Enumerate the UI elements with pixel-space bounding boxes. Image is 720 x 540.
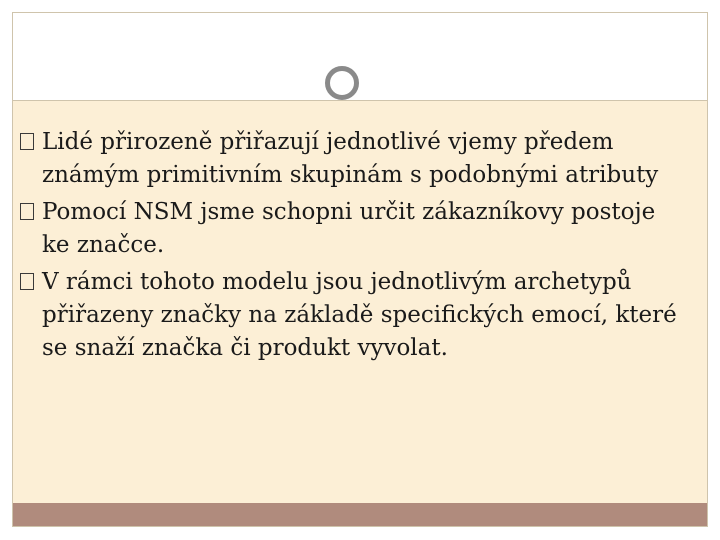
bullet-item: [20, 266, 690, 365]
bullet-item: [20, 126, 690, 192]
bullet-box-icon: [20, 133, 34, 150]
footer-bar: [13, 503, 707, 526]
bullet-list: [20, 126, 690, 369]
bullet-box-icon: [20, 203, 34, 220]
slide-header-area: [13, 13, 707, 100]
bullet-text: V rámci tohoto modelu jsou jednotlivým archetypů přiřazeny značky na základě specifických emocí, které se snaží značka či produkt vyvolat.: [42, 269, 677, 361]
bullet-box-icon: [20, 273, 34, 290]
bullet-text: Lidé přirozeně přiřazují jednotlivé vjemy předem známým primitivním skupinám s podobnými atributy: [42, 129, 659, 188]
bullet-text: Pomocí NSM jsme schopni určit zákazníkovy postoje ke značce.: [42, 199, 656, 258]
circle-ornament-icon: [325, 66, 359, 100]
bullet-item: [20, 196, 690, 262]
header-divider: [13, 100, 707, 101]
